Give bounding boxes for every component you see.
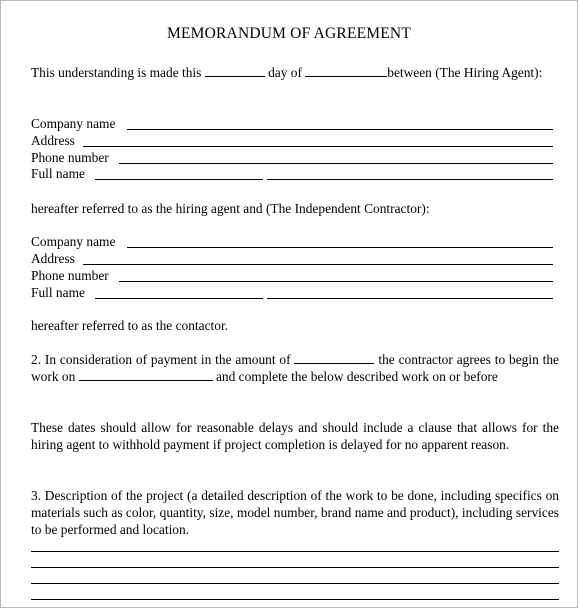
contractor-company-name-line[interactable] bbox=[127, 247, 553, 248]
hiring-full-name-label: Full name bbox=[31, 166, 85, 181]
payment-text-2: the contractor agrees to begin the work on bbox=[31, 352, 560, 384]
hiring-address-line[interactable] bbox=[83, 146, 553, 147]
contractor-full-name-line-2[interactable] bbox=[267, 298, 553, 299]
intro-paragraph bbox=[31, 64, 559, 81]
contractor-phone-line[interactable] bbox=[119, 281, 553, 282]
month-blank[interactable] bbox=[305, 65, 387, 77]
payment-text-1: 2. In consideration of payment in the amount of bbox=[31, 352, 291, 367]
hereafter-contractor-text: hereafter referred to as the contactor. bbox=[31, 318, 229, 333]
intro-text-1: This understanding is made this bbox=[31, 65, 202, 80]
contractor-address-line[interactable] bbox=[83, 264, 553, 265]
intro-text-2: day of bbox=[268, 65, 302, 80]
hiring-company-name-label: Company name bbox=[31, 116, 116, 131]
contractor-address-label: Address bbox=[31, 251, 75, 266]
hiring-full-name-line-2[interactable] bbox=[267, 179, 553, 180]
description-writing-line[interactable] bbox=[31, 567, 559, 568]
hiring-phone-label: Phone number bbox=[31, 150, 109, 165]
hiring-address-label: Address bbox=[31, 133, 75, 148]
payment-amount-blank[interactable] bbox=[294, 352, 374, 364]
contractor-company-name-label: Company name bbox=[31, 234, 116, 249]
dates-clause-paragraph: These dates should allow for reasonable delays and should include a clause that allows for the hiring agent to withhold payment if project completion is delayed for no apparent reason. bbox=[31, 420, 559, 452]
start-date-blank[interactable] bbox=[79, 369, 213, 381]
contractor-full-name-line-1[interactable] bbox=[95, 298, 263, 299]
hiring-company-name-line[interactable] bbox=[127, 129, 553, 130]
description-writing-line[interactable] bbox=[31, 599, 559, 600]
description-writing-line[interactable] bbox=[31, 551, 559, 552]
intro-text-3: between (The Hiring Agent): bbox=[387, 65, 543, 80]
payment-paragraph bbox=[31, 351, 559, 385]
contractor-full-name-label: Full name bbox=[31, 285, 85, 300]
payment-text-3: and complete the below described work on or before bbox=[215, 369, 498, 384]
day-blank[interactable] bbox=[205, 65, 265, 77]
document-title: MEMORANDUM OF AGREEMENT bbox=[166, 25, 411, 42]
hiring-full-name-line-1[interactable] bbox=[95, 179, 263, 180]
description-writing-line[interactable] bbox=[31, 583, 559, 584]
description-paragraph: 3. Description of the project (a detailed description of the work to be done, including specifics on materials such as color, quantity, size, model number, brand name and product), including services to be performed and location. bbox=[31, 488, 559, 537]
contractor-phone-label: Phone number bbox=[31, 268, 109, 283]
hereafter-hiring-text: hereafter referred to as the hiring agent and (The Independent Contractor): bbox=[31, 201, 430, 216]
hiring-phone-line[interactable] bbox=[119, 163, 553, 164]
